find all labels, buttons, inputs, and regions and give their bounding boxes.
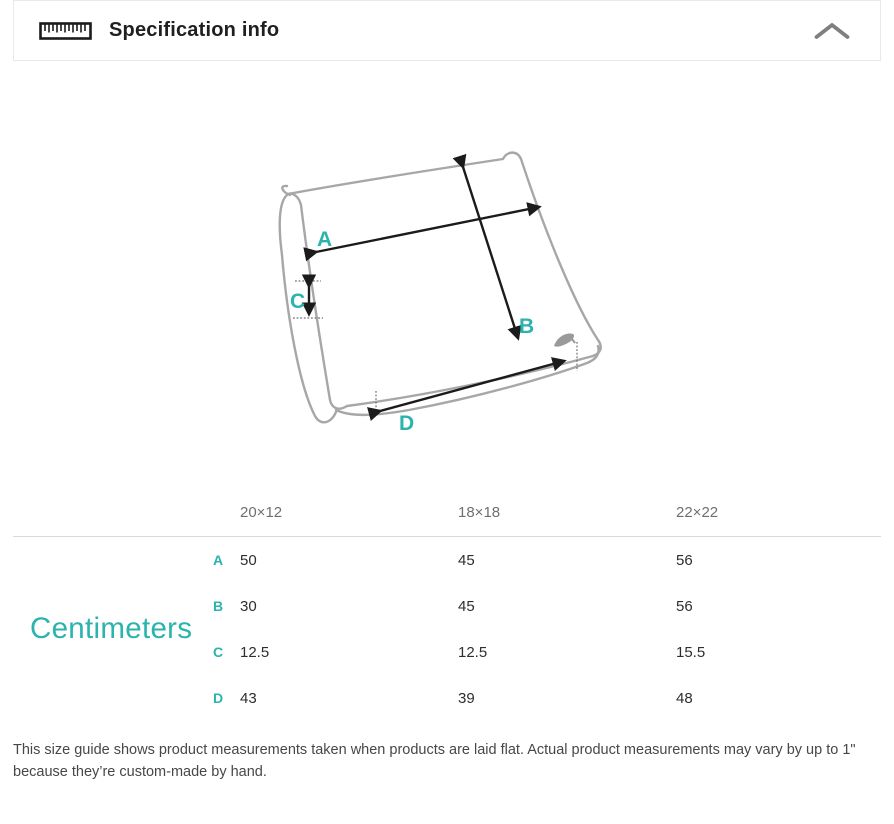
collapse-button[interactable] [812,18,852,44]
column-header-18x18: 18×18 [458,504,501,521]
value-a-18x18: 45 [458,551,475,569]
value-a-20x12: 50 [240,551,257,569]
size-table [13,489,881,721]
row-label-a: A [213,552,224,568]
dim-label-d: D [399,412,415,435]
value-d-18x18: 39 [458,689,475,707]
arrow-d [380,361,564,411]
value-c-20x12: 12.5 [240,643,270,661]
dim-label-a: A [317,228,333,251]
column-header-22x22: 22×22 [676,504,719,521]
value-c-18x18: 12.5 [458,643,488,661]
value-b-22x22: 56 [676,597,693,615]
value-c-22x22: 15.5 [676,643,706,661]
value-d-20x12: 43 [240,689,257,707]
row-label-c: C [213,644,224,660]
value-a-22x22: 56 [676,551,693,569]
arrow-a [316,207,539,252]
dotted-guides [293,281,577,413]
measurement-arrows [309,167,564,411]
column-header-20x12: 20×12 [240,504,283,521]
table-header-row [13,489,881,537]
specification-header[interactable] [13,0,881,61]
value-d-22x22: 48 [676,689,693,707]
unit-label: Centimeters [30,612,193,645]
zipper-pull-icon [554,334,575,347]
row-label-b: B [213,598,224,614]
chevron-up-icon [814,22,850,40]
size-guide-note: This size guide shows product measurements taken when products are laid flat. Actual product measurements may vary by up to 1" because they’re custom-made by hand. [13,742,856,780]
pillow-outline [280,153,601,423]
pillow-diagram [0,61,894,489]
dim-label-b: B [519,315,535,338]
ruler-icon [39,19,92,43]
value-b-20x12: 30 [240,597,257,615]
section-title: Specification info [109,19,280,41]
row-label-d: D [213,690,224,706]
value-b-18x18: 45 [458,597,475,615]
arrow-b [463,167,518,338]
dim-label-c: C [290,290,306,313]
